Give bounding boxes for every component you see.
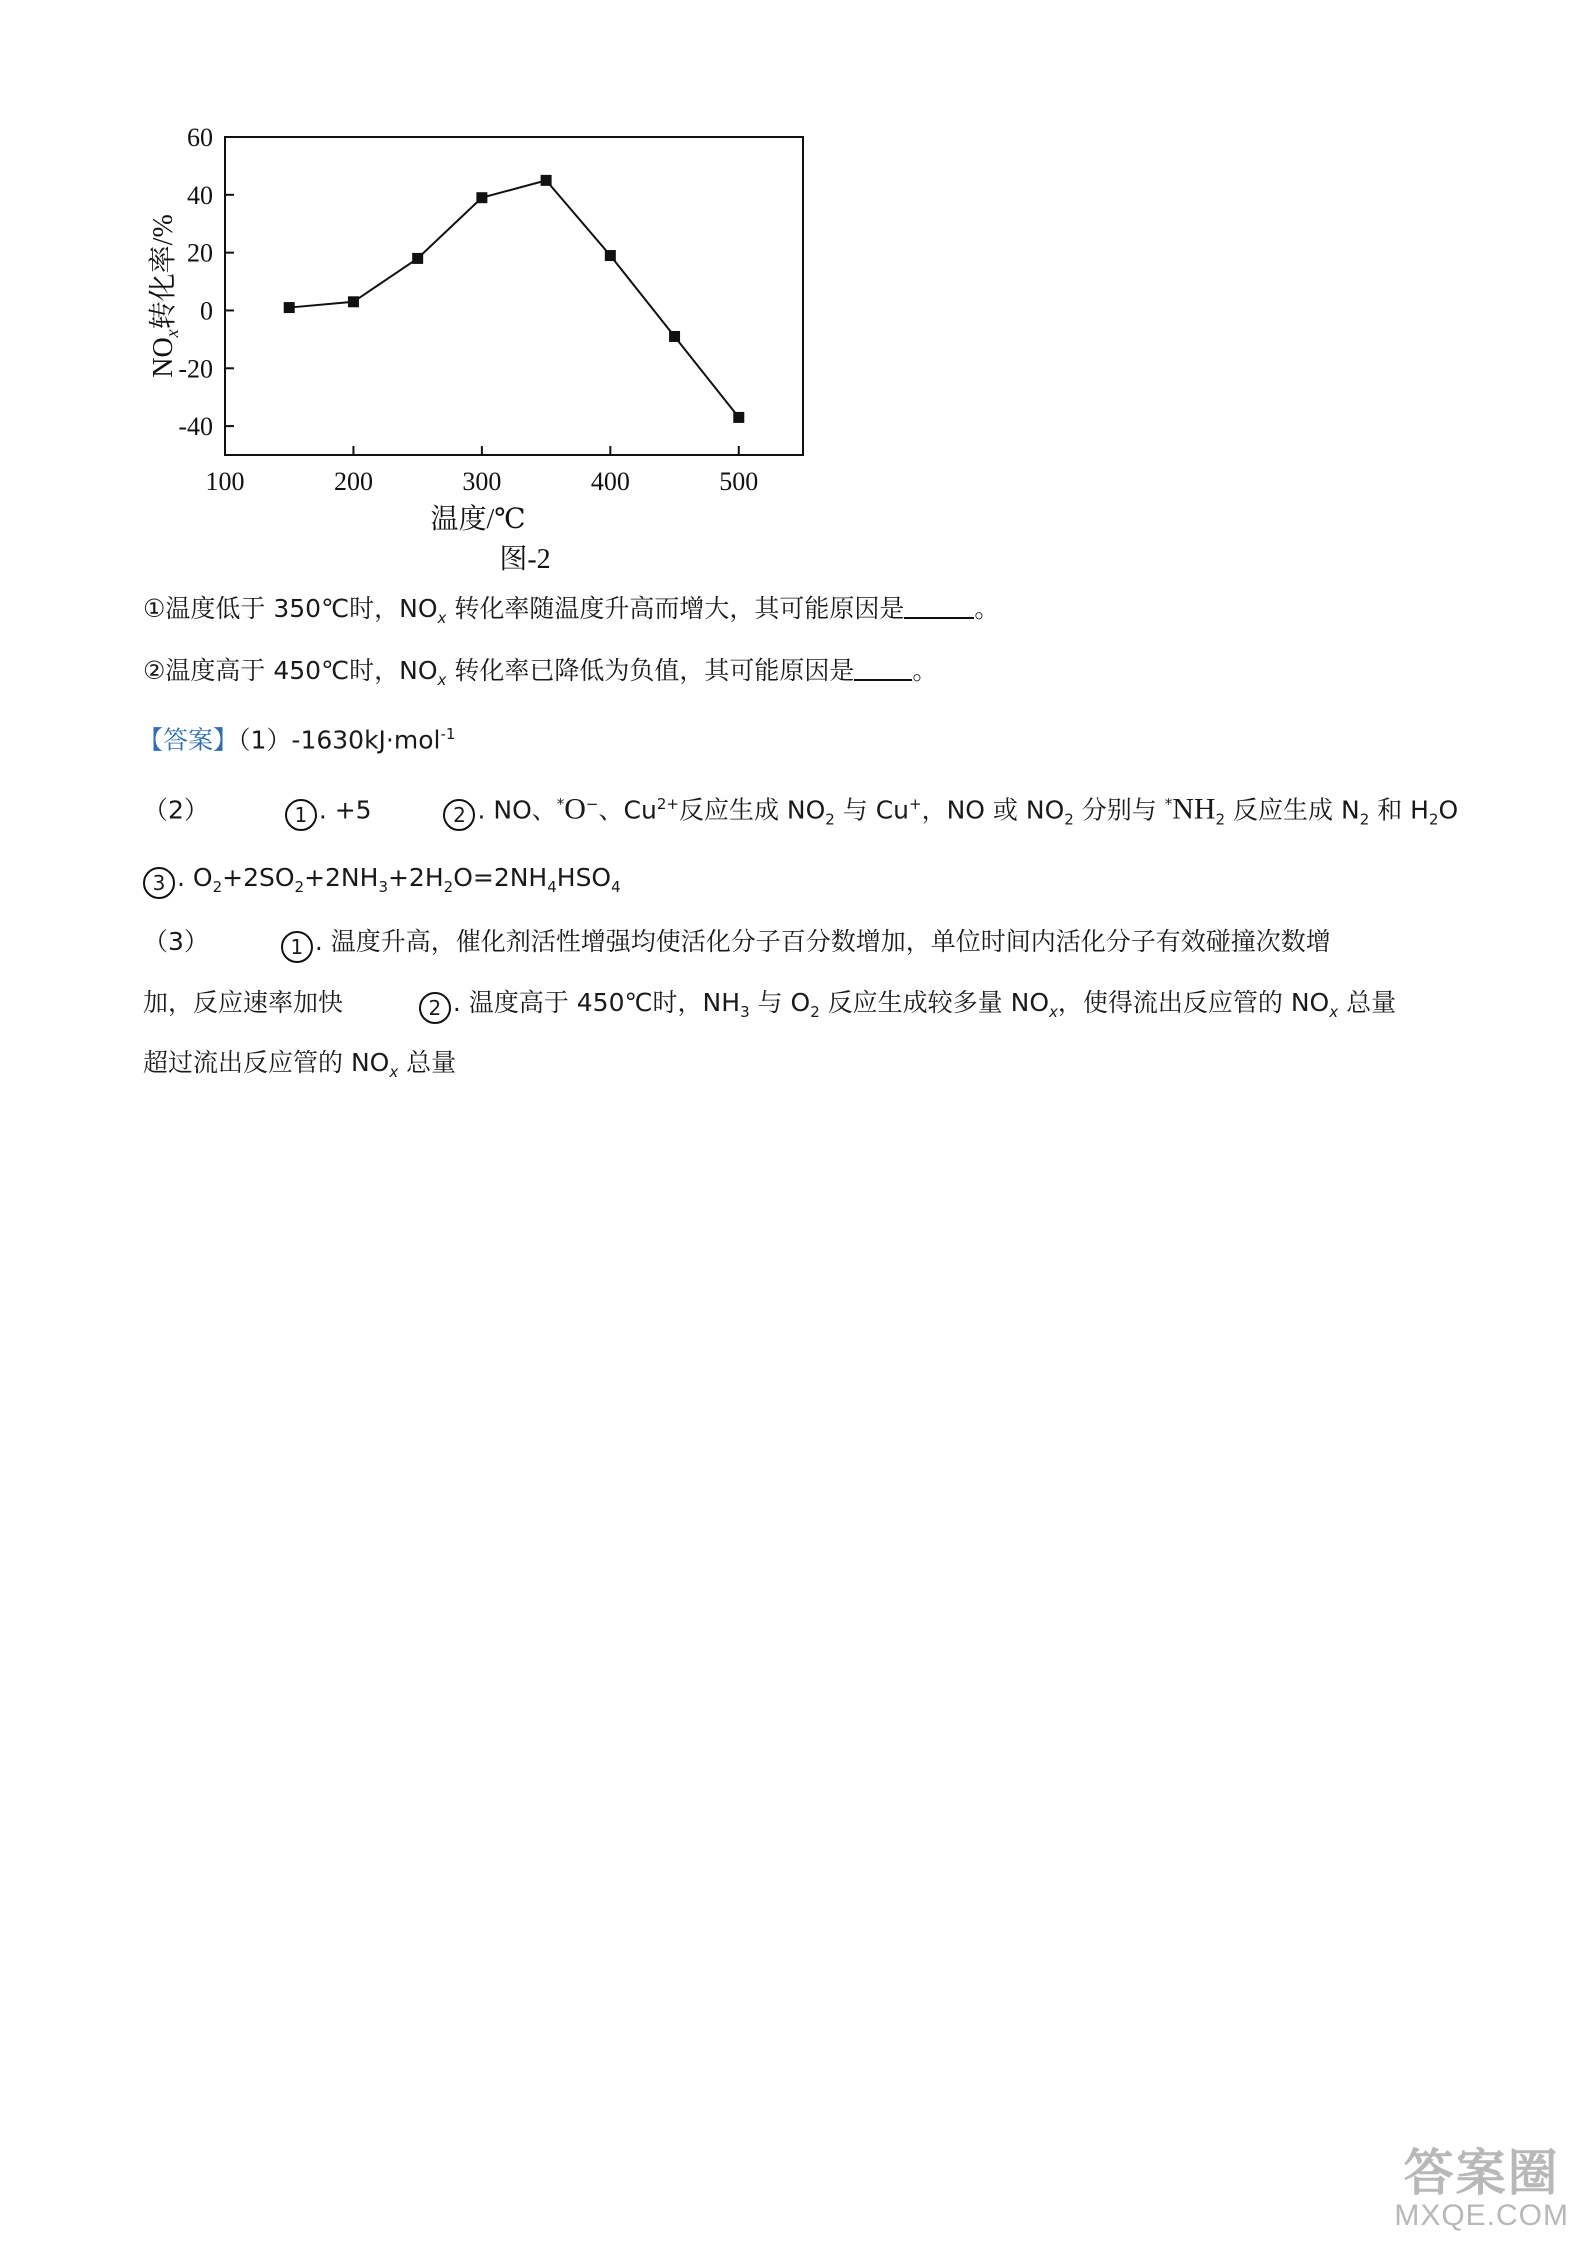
nox3-sub: x bbox=[389, 1063, 399, 1081]
eq-s4: 2 bbox=[443, 878, 454, 896]
part3-item1-line1: . 温度升高，催化剂活性增强均使活化分子百分数增加，单位时间内活化分子有效碰撞次数增 bbox=[314, 927, 1331, 956]
answer-part-2 bbox=[143, 787, 1459, 836]
q2-blank bbox=[854, 655, 912, 681]
data-point bbox=[733, 412, 744, 423]
eq-s1: 2 bbox=[212, 878, 223, 896]
data-point bbox=[476, 192, 487, 203]
answer-part1-text: （1）-1630kJ·mol bbox=[238, 725, 441, 755]
watermark-title: 答案圈 bbox=[1403, 2145, 1560, 2201]
cu1-sup: + bbox=[909, 795, 922, 813]
q1-sub: x bbox=[437, 609, 447, 627]
figure-caption: 图-2 bbox=[499, 544, 551, 575]
y-tick-label: -20 bbox=[178, 354, 213, 384]
o-symbol: O bbox=[564, 792, 586, 826]
answer-part-3-line3 bbox=[143, 1046, 1443, 1089]
y-tick-label: -40 bbox=[178, 412, 213, 442]
x-tick-label: 300 bbox=[462, 467, 502, 496]
eq-s5: 4 bbox=[547, 878, 557, 896]
part3-line3-a: 超过流出反应管的 NO bbox=[143, 1048, 390, 1077]
star-1: * bbox=[556, 795, 565, 813]
eq-d: +2H bbox=[387, 863, 444, 892]
h2o-sub: 2 bbox=[1428, 810, 1439, 829]
data-point bbox=[605, 250, 616, 261]
answer-part1-sup: -1 bbox=[440, 725, 456, 743]
x-tick-label: 100 bbox=[205, 467, 245, 496]
q1-prefix: ①温度低于 350℃时，NO bbox=[143, 594, 438, 623]
answer-part-3-line1 bbox=[143, 925, 1443, 963]
part3-item2-e: 总量 bbox=[1338, 988, 1397, 1017]
circled-number-2: 2 bbox=[443, 799, 475, 831]
eq-e: O=2NH bbox=[453, 863, 548, 892]
part2-item2-f: 分别与 bbox=[1073, 795, 1165, 825]
o2-sub: 2 bbox=[810, 1003, 820, 1021]
y-axis-label: $NO_x$转化率/% bbox=[148, 214, 182, 378]
nh-symbol: NH bbox=[1172, 792, 1216, 826]
part3-item1-line2: 加，反应速率加快 bbox=[143, 988, 344, 1017]
part3-item2-c: 反应生成较多量 NO bbox=[819, 988, 1050, 1017]
part2-label: （2） bbox=[143, 795, 209, 825]
part3-label: （3） bbox=[143, 927, 209, 956]
part2-item2-c: 反应生成 NO bbox=[678, 795, 826, 825]
data-point bbox=[541, 175, 552, 186]
circled-number-1: 1 bbox=[285, 799, 317, 831]
circled-number-3: 3 bbox=[143, 867, 175, 899]
x-axis-label: 温度/℃ bbox=[430, 504, 526, 535]
part3-line3-b: 总量 bbox=[398, 1048, 457, 1077]
q1-end: 。 bbox=[974, 594, 1000, 623]
eq-b: +2SO bbox=[222, 863, 295, 892]
question-1 bbox=[143, 592, 1443, 635]
q2-end: 。 bbox=[912, 656, 938, 685]
question-2 bbox=[143, 654, 1443, 697]
y-tick-label: 40 bbox=[187, 180, 213, 210]
star-2: * bbox=[1164, 795, 1173, 813]
eq-c: +2NH bbox=[304, 863, 379, 892]
watermark-url: MXQE.COM bbox=[1394, 2199, 1569, 2232]
no2b-sub: 2 bbox=[1064, 810, 1074, 829]
nox2-sub: x bbox=[1329, 1003, 1339, 1021]
eq-s6: 4 bbox=[611, 878, 621, 896]
q2-suffix: 转化率已降低为负值，其可能原因是 bbox=[446, 656, 855, 685]
q2-sub: x bbox=[437, 671, 447, 689]
part3-item2-d: ，使得流出反应管的 NO bbox=[1057, 988, 1330, 1017]
part2-item2-g: 反应生成 N bbox=[1225, 795, 1360, 825]
nh3-sub: 3 bbox=[740, 1003, 750, 1021]
answer-part-1 bbox=[138, 717, 1438, 757]
data-point bbox=[348, 296, 359, 307]
chart-svg bbox=[135, 115, 845, 575]
y-tick-label: 0 bbox=[200, 296, 213, 326]
part2-item2-b: 、Cu bbox=[598, 795, 657, 825]
o-sup: − bbox=[585, 795, 599, 813]
answer-part-2-eq bbox=[143, 861, 1443, 904]
part2-item1: . +5 bbox=[318, 795, 372, 825]
plot-frame bbox=[225, 137, 803, 455]
x-tick-label: 500 bbox=[719, 467, 759, 496]
answer-part-3-line2 bbox=[143, 986, 1443, 1029]
part2-item2-e: ，NO 或 NO bbox=[921, 795, 1065, 825]
q1-suffix: 转化率随温度升高而增大，其可能原因是 bbox=[446, 594, 905, 623]
nox-sub: x bbox=[1049, 1003, 1058, 1021]
nox-conversion-chart bbox=[135, 115, 845, 575]
circled-number-2: 2 bbox=[419, 992, 451, 1024]
part2-item2-d: 与 Cu bbox=[834, 795, 910, 825]
eq-s3: 3 bbox=[378, 878, 388, 896]
cu-sup: 2+ bbox=[656, 795, 679, 813]
circled-number-1: 1 bbox=[281, 931, 313, 963]
eq-f: HSO bbox=[556, 863, 612, 892]
n2-sub: 2 bbox=[1359, 810, 1370, 829]
part3-item2-b: 与 O bbox=[749, 988, 811, 1017]
nh-sub: 2 bbox=[1215, 810, 1226, 829]
watermark-logo bbox=[1394, 2147, 1569, 2233]
eq-a: . O bbox=[177, 863, 213, 892]
y-tick-label: 60 bbox=[187, 123, 213, 152]
data-point bbox=[284, 302, 295, 313]
part2-item2-i: O bbox=[1438, 795, 1459, 825]
x-tick-label: 400 bbox=[590, 467, 630, 496]
q2-prefix: ②温度高于 450℃时，NO bbox=[143, 656, 438, 685]
eq-s2: 2 bbox=[294, 878, 305, 896]
x-tick-label: 200 bbox=[333, 467, 373, 496]
no2-sub: 2 bbox=[825, 810, 835, 829]
data-point bbox=[412, 253, 423, 264]
y-tick-label: 20 bbox=[187, 238, 213, 268]
q1-blank bbox=[904, 593, 974, 619]
data-point bbox=[669, 331, 680, 342]
part2-item2-a: . NO、 bbox=[477, 795, 557, 825]
answer-tag: 【答案】 bbox=[138, 725, 239, 755]
part2-item2-h: 和 H bbox=[1369, 795, 1429, 825]
part3-item2-a: . 温度高于 450℃时，NH bbox=[452, 988, 741, 1017]
